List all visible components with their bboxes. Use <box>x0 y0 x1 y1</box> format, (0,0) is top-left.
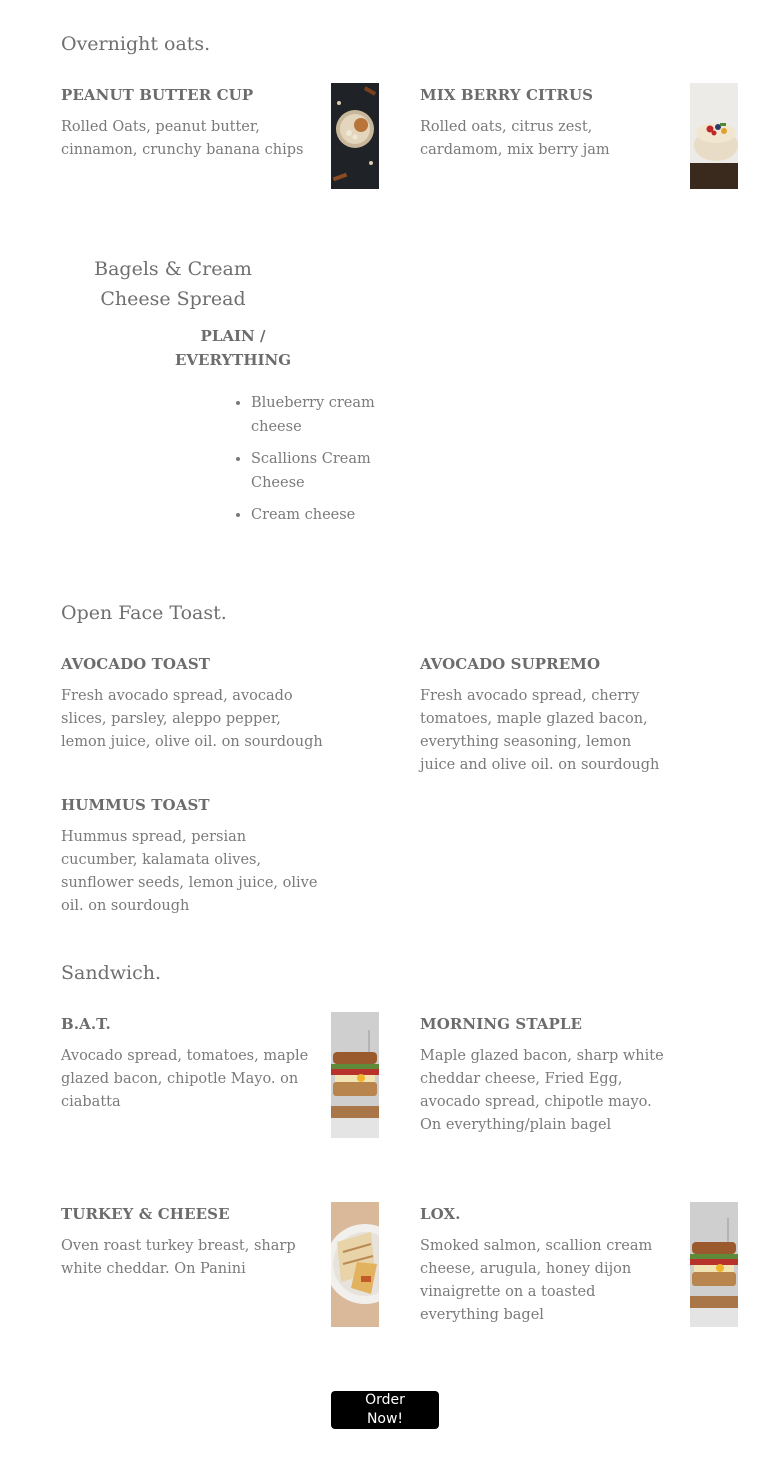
item-title: AVOCADO TOAST <box>61 655 211 673</box>
list-item: • Cream cheese <box>251 503 401 527</box>
order-now-button[interactable] <box>331 1391 439 1429</box>
cream-cheese-list <box>233 391 401 535</box>
item-description: Rolled oats, citrus zest, cardamom, mix berry jam <box>420 119 610 158</box>
menu-item-turkey-cheese <box>61 1205 311 1281</box>
list-item: • Scallions Cream Cheese <box>251 447 401 495</box>
item-description: Rolled Oats, peanut butter, cinnamon, crunchy banana chips <box>61 119 304 158</box>
section-title-bagels: Bagels & Cream Cheese Spread <box>94 258 252 310</box>
item-description: Avocado spread, tomatoes, maple glazed bacon, chipotle Mayo. on ciabatta <box>61 1048 309 1110</box>
bat-sandwich-image <box>331 1012 379 1138</box>
item-description: Fresh avocado spread, avocado slices, parsley, aleppo pepper, lemon juice, olive oil. on sourdough <box>61 688 323 750</box>
section-title-open-face-toast: Open Face Toast. <box>61 602 227 624</box>
menu-item-morning-staple <box>420 1015 670 1137</box>
item-description: Fresh avocado spread, cherry tomatoes, maple glazed bacon, everything seasoning, lemon juice and olive oil. on sourdough <box>420 688 660 773</box>
section-title-sandwich: Sandwich. <box>61 962 162 984</box>
bagel-options-subtitle: PLAIN / EVERYTHING <box>174 327 292 369</box>
item-title: TURKEY & CHEESE <box>61 1205 230 1223</box>
item-title: MORNING STAPLE <box>420 1015 583 1033</box>
item-title: PEANUT BUTTER CUP <box>61 86 254 104</box>
item-title: HUMMUS TOAST <box>61 796 210 814</box>
item-description: Maple glazed bacon, sharp white cheddar cheese, Fried Egg, avocado spread, chipotle mayo. On everything/plain bagel <box>420 1048 664 1133</box>
menu-item-mix-berry-citrus <box>420 86 675 162</box>
menu-item-lox <box>420 1205 670 1327</box>
menu-item-hummus-toast <box>61 796 321 918</box>
list-item: • Blueberry cream cheese <box>251 391 401 439</box>
turkey-panini-image <box>331 1202 379 1327</box>
item-description: Oven roast turkey breast, sharp white cheddar. On Panini <box>61 1238 296 1277</box>
order-now-label: Order Now! <box>365 1392 405 1427</box>
item-title: B.A.T. <box>61 1015 111 1033</box>
menu-item-bat <box>61 1015 311 1114</box>
menu-item-avocado-toast <box>61 655 329 754</box>
item-description: Hummus spread, persian cucumber, kalamata olives, sunflower seeds, lemon juice, olive oil. on sourdough <box>61 829 318 914</box>
item-title: LOX. <box>420 1205 461 1223</box>
menu-item-avocado-supremo <box>420 655 670 777</box>
menu-item-peanut-butter-cup <box>61 86 316 162</box>
item-description: Smoked salmon, scallion cream cheese, arugula, honey dijon vinaigrette on a toasted everything bagel <box>420 1238 653 1323</box>
item-title: MIX BERRY CITRUS <box>420 86 594 104</box>
peanut-butter-oats-image <box>331 83 379 189</box>
section-title-overnight-oats: Overnight oats. <box>61 33 211 55</box>
item-title: AVOCADO SUPREMO <box>420 655 601 673</box>
lox-sandwich-image <box>690 1202 738 1327</box>
berry-oats-image <box>690 83 738 189</box>
